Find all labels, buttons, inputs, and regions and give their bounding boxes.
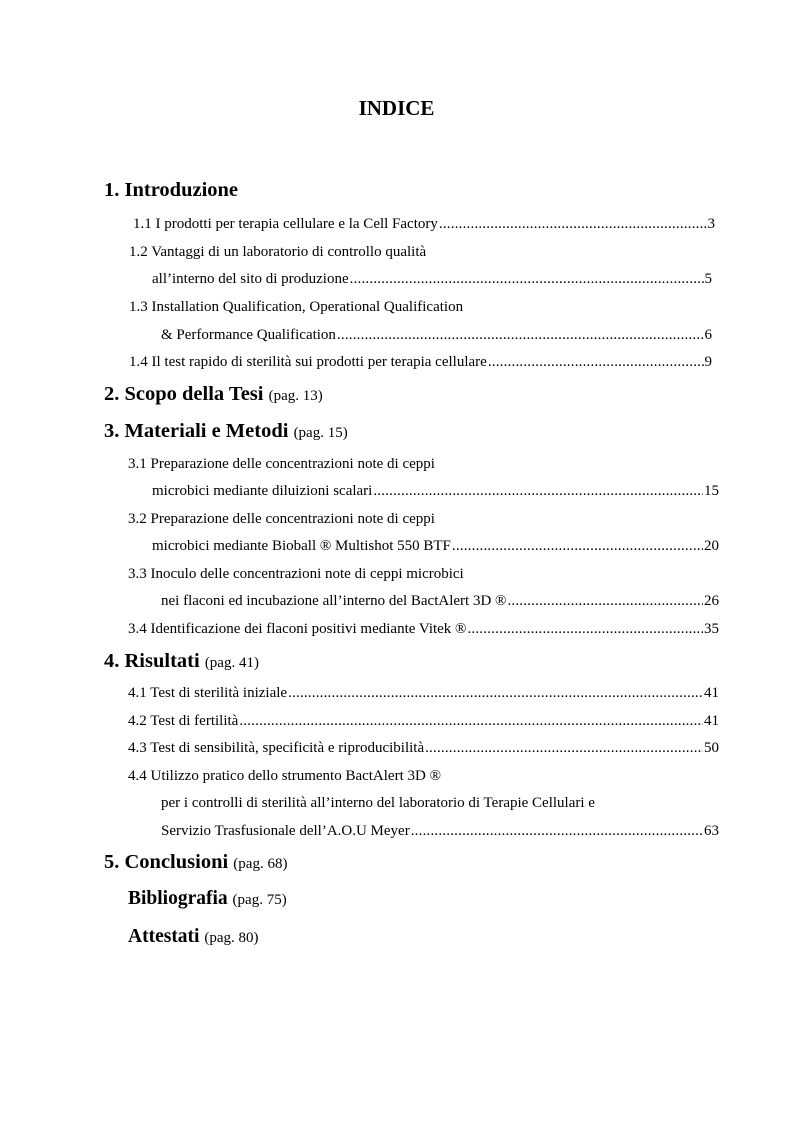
toc-entry-1-4 bbox=[129, 353, 712, 371]
toc-entry-page: 41 bbox=[704, 713, 719, 729]
toc-entry-1-2-line1: 1.2 Vantaggi di un laboratorio di controllo qualità bbox=[129, 244, 427, 260]
section-title: Attestati bbox=[128, 926, 200, 947]
toc-entry-page: 41 bbox=[704, 685, 719, 701]
section-heading-bibliografia bbox=[128, 887, 287, 912]
toc-entry-4-4 bbox=[161, 822, 719, 840]
toc-entry-3-2 bbox=[152, 537, 719, 555]
dot-leader bbox=[373, 482, 703, 500]
toc-entry-4-1 bbox=[128, 684, 719, 702]
section-heading-1 bbox=[104, 178, 238, 202]
toc-entry-text: 1.4 Il test rapido di sterilità sui prodotti per terapia cellulare bbox=[129, 354, 487, 370]
dot-leader bbox=[411, 822, 703, 840]
section-title: Bibliografia bbox=[128, 888, 228, 909]
page-title: INDICE bbox=[358, 96, 435, 120]
toc-entry-text: Servizio Trasfusionale dell’A.O.U Meyer bbox=[161, 823, 410, 839]
toc-entry-page: 5 bbox=[704, 271, 712, 287]
section-heading-3 bbox=[104, 419, 348, 445]
section-heading-2 bbox=[104, 382, 323, 408]
toc-entry-page: 15 bbox=[704, 483, 719, 499]
toc-entry-page: 63 bbox=[704, 823, 719, 839]
toc-entry-page: 20 bbox=[704, 538, 719, 554]
dot-leader bbox=[350, 270, 704, 288]
toc-entry-1-3 bbox=[161, 326, 712, 344]
section-page-ref: (pag. 13) bbox=[268, 388, 323, 404]
toc-entry-text: & Performance Qualification bbox=[161, 327, 336, 343]
toc-entry-text: microbici mediante Bioball ® Multishot 550 BTF bbox=[152, 538, 451, 554]
toc-entry-page: 35 bbox=[704, 621, 719, 637]
section-page-ref: (pag. 41) bbox=[204, 655, 259, 671]
toc-entry-4-3 bbox=[128, 739, 719, 757]
dot-leader bbox=[439, 215, 707, 233]
section-heading-attestati bbox=[128, 925, 259, 950]
toc-entry-3-3-line1: 3.3 Inoculo delle concentrazioni note di ceppi microbici bbox=[128, 566, 464, 582]
toc-entry-text: 4.2 Test di fertilità bbox=[128, 713, 239, 729]
toc-entry-page: 9 bbox=[704, 354, 712, 370]
dot-leader bbox=[488, 353, 704, 371]
toc-entry-text: 4.3 Test di sensibilità, specificità e riproducibilità bbox=[128, 740, 425, 756]
section-page-ref: (pag. 15) bbox=[293, 425, 348, 441]
toc-entry-4-4-line2: per i controlli di sterilità all’interno del laboratorio di Terapie Cellulari e bbox=[161, 795, 595, 811]
dot-leader bbox=[507, 592, 703, 610]
section-heading-5 bbox=[104, 850, 287, 876]
toc-entry-1-3-line1: 1.3 Installation Qualification, Operational Qualification bbox=[129, 299, 464, 315]
dot-leader bbox=[288, 684, 703, 702]
toc-entry-3-2-line1: 3.2 Preparazione delle concentrazioni note di ceppi bbox=[128, 511, 435, 527]
dot-leader bbox=[452, 537, 703, 555]
toc-entry-page: 50 bbox=[704, 740, 719, 756]
toc-entry-4-4-line1: 4.4 Utilizzo pratico dello strumento BactAlert 3D ® bbox=[128, 768, 441, 784]
toc-entry-text: 1.1 I prodotti per terapia cellulare e la Cell Factory bbox=[133, 216, 438, 232]
section-title: 2. Scopo della Tesi bbox=[104, 383, 264, 405]
toc-entry-3-4 bbox=[128, 620, 719, 638]
toc-entry-3-3 bbox=[161, 592, 719, 610]
toc-entry-text: microbici mediante diluizioni scalari bbox=[152, 483, 373, 499]
toc-entry-text: all’interno del sito di produzione bbox=[152, 271, 349, 287]
section-page-ref: (pag. 68) bbox=[233, 856, 288, 872]
dot-leader bbox=[425, 739, 703, 757]
section-title: 4. Risultati bbox=[104, 650, 200, 672]
section-page-ref: (pag. 80) bbox=[204, 930, 259, 946]
toc-entry-text: nei flaconi ed incubazione all’interno del BactAlert 3D ® bbox=[161, 593, 507, 609]
toc-entry-page: 3 bbox=[707, 216, 715, 232]
toc-entry-page: 6 bbox=[704, 327, 712, 343]
toc-entry-1-1 bbox=[133, 215, 715, 233]
section-page-ref: (pag. 75) bbox=[232, 892, 287, 908]
toc-entry-page: 26 bbox=[704, 593, 719, 609]
dot-leader bbox=[337, 326, 704, 344]
toc-entry-3-1-line1: 3.1 Preparazione delle concentrazioni note di ceppi bbox=[128, 456, 435, 472]
toc-entry-3-1 bbox=[152, 482, 719, 500]
section-heading-4 bbox=[104, 649, 259, 675]
dot-leader bbox=[467, 620, 703, 638]
toc-entry-text: 4.1 Test di sterilità iniziale bbox=[128, 685, 288, 701]
section-title: 1. Introduzione bbox=[104, 179, 239, 201]
toc-entry-1-2 bbox=[152, 270, 712, 288]
dot-leader bbox=[239, 712, 703, 730]
toc-entry-text: 3.4 Identificazione dei flaconi positivi mediante Vitek ® bbox=[128, 621, 467, 637]
section-title: 3. Materiali e Metodi bbox=[104, 420, 289, 442]
section-title: 5. Conclusioni bbox=[104, 851, 229, 873]
toc-entry-4-2 bbox=[128, 712, 719, 730]
